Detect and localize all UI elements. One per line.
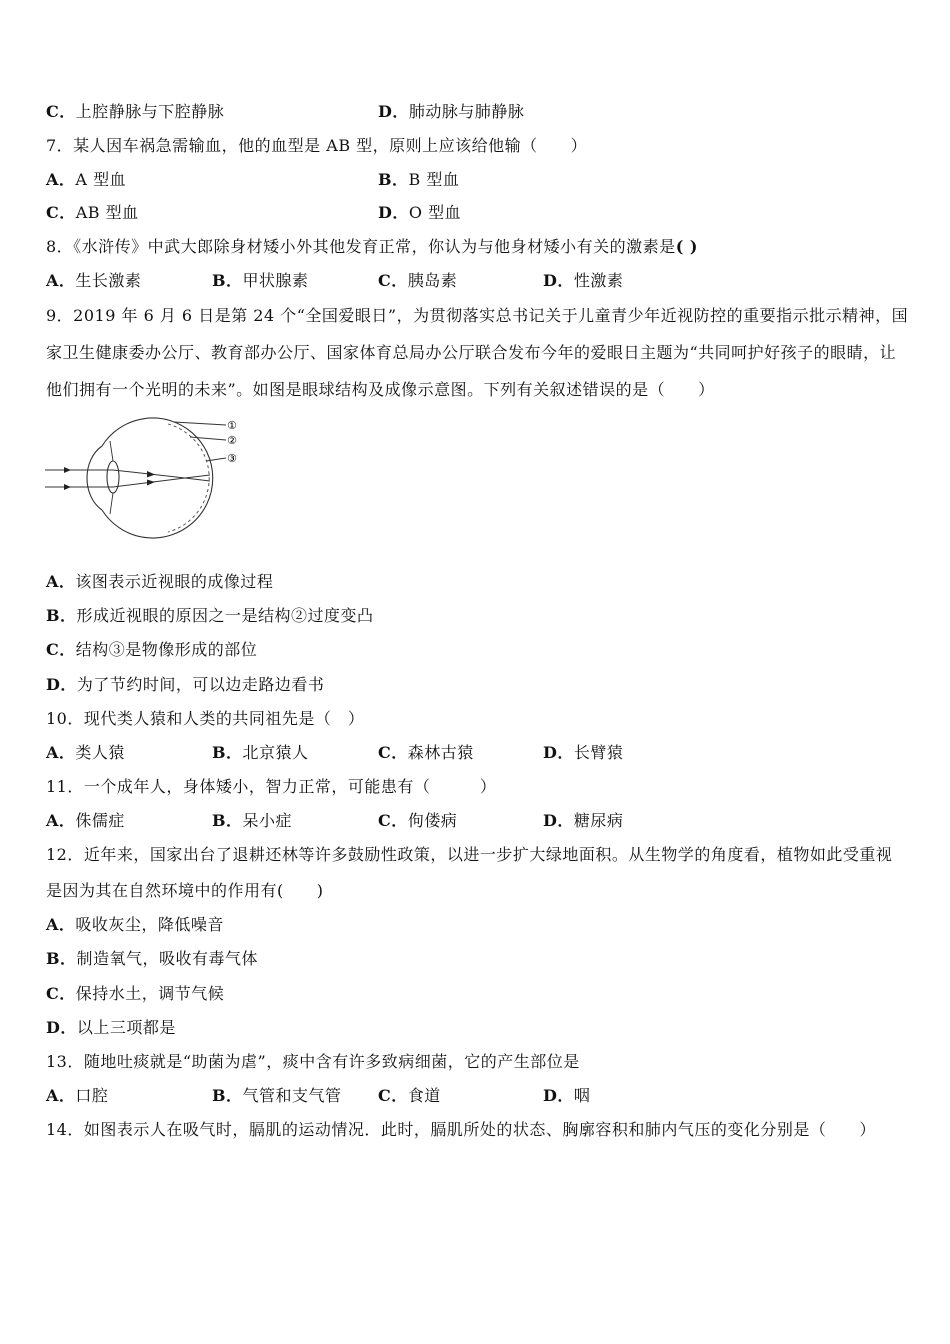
q9-option-d	[46, 675, 324, 695]
figure-label-2: ②	[227, 434, 237, 447]
option-label: C．	[378, 811, 408, 830]
option-text: 佝偻病	[407, 811, 458, 830]
q8-option-c	[378, 271, 457, 291]
option-label: B．	[212, 743, 243, 762]
option-label: A．	[46, 915, 76, 934]
option-text: 胰岛素	[407, 271, 458, 290]
option-label: C．	[46, 984, 76, 1003]
q8-answer-paren: ( )	[675, 237, 698, 256]
option-text: 该图表示近视眼的成像过程	[75, 572, 274, 591]
q13-option-b	[212, 1086, 342, 1106]
option-label: D．	[543, 743, 574, 762]
q10-option-c	[378, 743, 474, 763]
arrow-icon	[64, 467, 71, 473]
option-label: A．	[46, 743, 76, 762]
option-label: A．	[46, 1086, 76, 1105]
option-text: 生长激素	[75, 271, 142, 290]
q10-stem: 10．现代类人猿和人类的共同祖先是（ ）	[46, 709, 365, 728]
option-text: O 型血	[408, 203, 462, 222]
option-label: C．	[46, 102, 76, 121]
q7-stem: 7．某人因车祸急需输血，他的血型是 AB 型，原则上应该给他输（ ）	[46, 136, 588, 155]
q7-option-c	[46, 203, 139, 223]
option-text: 侏儒症	[75, 811, 125, 830]
option-label: D．	[378, 203, 409, 222]
q11-option-d	[543, 811, 623, 831]
option-label: B．	[212, 811, 243, 830]
suspensory-line-bottom	[110, 493, 113, 514]
q12-option-b	[46, 949, 258, 969]
option-label: C．	[378, 743, 408, 762]
q11-option-c	[378, 811, 457, 831]
option-label: A．	[46, 271, 76, 290]
option-text: 以上三项都是	[76, 1018, 176, 1037]
option-label: D．	[543, 271, 574, 290]
option-text: 咽	[573, 1086, 591, 1105]
option-text: 糖尿病	[573, 811, 624, 830]
option-text: 森林古猿	[407, 743, 474, 762]
q12-stem-line-2: 是因为其在自然环境中的作用有( )	[46, 881, 324, 900]
suspensory-line-top	[110, 441, 113, 461]
option-text: 甲状腺素	[242, 271, 309, 290]
eye-structure-diagram	[40, 410, 250, 545]
q8-stem-text: 8．《水浒传》中武大郎除身材矮小外其他发育正常，你认为与他身材矮小有关的激素是	[46, 237, 676, 256]
q9-stem-line-1: 9．2019 年 6 月 6 日是第 24 个“全国爱眼日”，为贯彻落实总书记关于儿童青少年近视防控的重要指示批示精神，国	[46, 306, 909, 325]
lens	[107, 461, 119, 493]
option-text: 食道	[407, 1086, 441, 1105]
q13-option-d	[543, 1086, 590, 1106]
option-label: D．	[46, 675, 77, 694]
q9-option-c	[46, 640, 257, 660]
option-text: 上腔静脉与下腔静脉	[75, 102, 225, 121]
arrow-icon	[147, 471, 155, 478]
leader-line-2	[190, 437, 226, 440]
option-text: 为了节约时间，可以边走路边看书	[76, 675, 325, 694]
q6-option-d	[378, 102, 524, 122]
q8-option-d	[543, 271, 623, 291]
option-label: B．	[378, 170, 409, 189]
option-text: 类人猿	[75, 743, 125, 762]
option-text: 吸收灰尘，降低噪音	[75, 915, 224, 934]
q6-option-c	[46, 102, 224, 122]
option-label: B．	[46, 949, 77, 968]
figure-label-1: ①	[227, 419, 237, 432]
q12-stem-line-1: 12．近年来，国家出台了退耕还林等许多鼓励性政策，以进一步扩大绿地面积。从生物学的角度看，植物如此受重视	[46, 845, 893, 864]
option-text: 长臂猿	[573, 743, 624, 762]
light-ray-top	[45, 470, 210, 481]
option-text: 口腔	[75, 1086, 109, 1105]
option-text: 保持水土，调节气候	[75, 984, 225, 1003]
option-text: 北京猿人	[242, 743, 309, 762]
option-label: C．	[378, 1086, 408, 1105]
option-label: D．	[543, 811, 574, 830]
q14-stem: 14．如图表示人在吸气时，膈肌的运动情况．此时，膈肌所处的状态、胸廓容积和肺内气压的变化分别是（ ）	[46, 1120, 876, 1139]
q11-stem: 11．一个成年人，身体矮小，智力正常，可能患有（ ）	[46, 777, 497, 796]
arrow-icon	[64, 484, 71, 490]
option-text: 气管和支气管	[242, 1086, 342, 1105]
q8-stem	[46, 237, 698, 257]
eye-diagram-svg	[40, 410, 250, 545]
option-label: D．	[378, 102, 409, 121]
q8-option-b	[212, 271, 309, 291]
option-label: C．	[46, 640, 76, 659]
option-label: C．	[378, 271, 408, 290]
q9-stem-line-2: 家卫生健康委办公厅、教育部办公厅、国家体育总局办公厅联合发布今年的爱眼日主题为“共同呵护好孩子的眼睛，让	[46, 343, 897, 362]
option-label: A．	[46, 811, 76, 830]
q11-option-a	[46, 811, 125, 831]
q10-option-a	[46, 743, 125, 763]
q13-option-a	[46, 1086, 108, 1106]
q12-option-d	[46, 1018, 176, 1038]
q7-option-d	[378, 203, 461, 223]
q12-option-a	[46, 915, 224, 935]
option-text: 结构③是物像形成的部位	[75, 640, 258, 659]
option-label: B．	[212, 271, 243, 290]
light-ray-bottom	[45, 475, 210, 487]
option-label: B．	[212, 1086, 243, 1105]
q10-option-b	[212, 743, 309, 763]
cornea	[87, 446, 102, 510]
q9-option-b	[46, 606, 374, 626]
option-label: B．	[46, 606, 77, 625]
q13-option-c	[378, 1086, 441, 1106]
q12-option-c	[46, 984, 224, 1004]
arrow-icon	[147, 480, 155, 486]
option-label: A．	[46, 572, 76, 591]
q7-option-a	[46, 170, 126, 190]
option-text: A 型血	[75, 170, 127, 189]
q9-stem-line-3: 他们拥有一个光明的未来”。如图是眼球结构及成像示意图。下列有关叙述错误的是（ ）	[46, 380, 715, 399]
option-text: 呆小症	[242, 811, 293, 830]
option-text: B 型血	[408, 170, 460, 189]
option-text: 性激素	[573, 271, 624, 290]
q7-option-b	[378, 170, 459, 190]
q9-option-a	[46, 572, 273, 592]
option-label: A．	[46, 170, 76, 189]
option-text: AB 型血	[75, 203, 139, 222]
q11-option-b	[212, 811, 292, 831]
option-text: 形成近视眼的原因之一是结构②过度变凸	[76, 606, 374, 625]
q8-option-a	[46, 271, 141, 291]
figure-label-3: ③	[227, 452, 237, 465]
q10-option-d	[543, 743, 623, 763]
q13-stem: 13．随地吐痰就是“助菌为虐”，痰中含有许多致病细菌，它的产生部位是	[46, 1052, 580, 1071]
leader-line-1	[174, 422, 226, 425]
option-label: D．	[46, 1018, 77, 1037]
option-label: C．	[46, 203, 76, 222]
option-text: 肺动脉与肺静脉	[408, 102, 525, 121]
option-text: 制造氧气，吸收有毒气体	[76, 949, 259, 968]
option-label: D．	[543, 1086, 574, 1105]
